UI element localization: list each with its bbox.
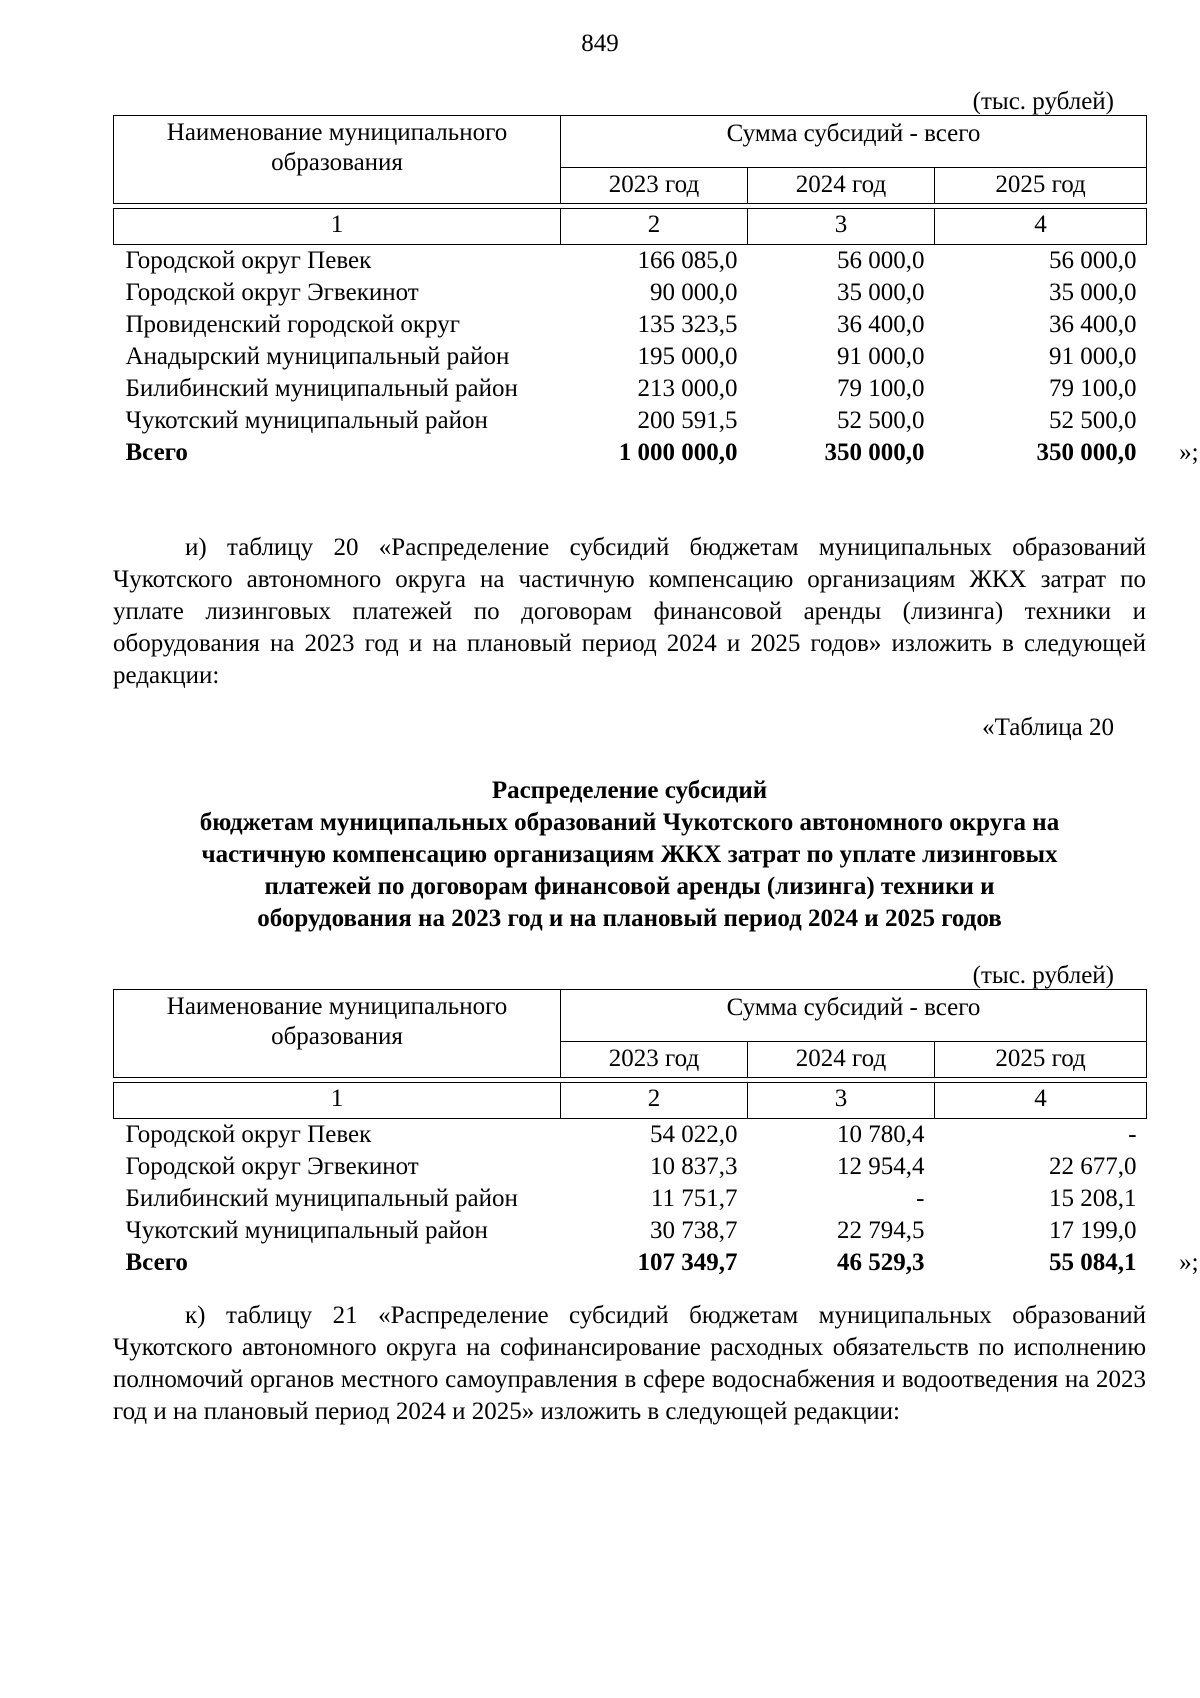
row-name: Чукотский муниципальный район xyxy=(125,407,488,434)
row-2024: 91 000,0 xyxy=(837,343,925,370)
page-number: 849 xyxy=(581,30,619,57)
paragraph-k-text: к) таблицу 21 «Распределение субсидий бюджетам муниципальных образований Чукотского автономного округа на софинансирование расходных обязательств по исполнению полномочий органов местного самоуправления в сфере водоснабжения и водоотведения на 2023 год и на плановый период 2024 и 2025» изложить в следующей редакции: xyxy=(113,1302,1146,1425)
row-name: Городской округ Певек xyxy=(125,247,372,274)
table2-colnum-2: 2 xyxy=(561,1083,748,1119)
row-2025: - xyxy=(1128,1121,1137,1148)
row-2024: 12 954,4 xyxy=(837,1153,925,1180)
table2-year-2024: 2024 год xyxy=(748,1042,935,1078)
total-row xyxy=(114,1247,1147,1279)
table1-colnum-3: 3 xyxy=(748,209,935,245)
total-2023: 107 349,7 xyxy=(637,1249,738,1276)
table1-column-numbers xyxy=(114,209,1147,245)
total-2023: 1 000 000,0 xyxy=(618,439,738,466)
row-2025: 17 199,0 xyxy=(1049,1217,1137,1244)
row-2023: 54 022,0 xyxy=(650,1121,738,1148)
title-line: платежей по договорам финансовой аренды (лизинга) техники и xyxy=(264,873,995,900)
row-2023: 90 000,0 xyxy=(650,279,738,306)
table-label: «Таблица 20 xyxy=(982,714,1114,741)
row-2024: 35 000,0 xyxy=(837,279,925,306)
table2-header-name: Наименование муниципального образования xyxy=(114,990,561,1078)
table1-colnum-4: 4 xyxy=(935,209,1147,245)
total-row xyxy=(114,437,1147,469)
table2-year-2023: 2023 год xyxy=(561,1042,748,1078)
title-line: Распределение субсидий xyxy=(491,777,768,804)
row-name: Билибинский муниципальный район xyxy=(125,375,518,402)
row-2023: 11 751,7 xyxy=(650,1185,738,1212)
row-name: Городской округ Эгвекинот xyxy=(125,279,419,306)
table1-header-row xyxy=(114,116,1147,168)
total-2024: 46 529,3 xyxy=(837,1249,925,1276)
row-2025: 15 208,1 xyxy=(1049,1185,1137,1212)
row-2025: 35 000,0 xyxy=(1049,279,1137,306)
table-row xyxy=(114,1183,1147,1215)
table1-colnum-1: 1 xyxy=(114,209,561,245)
total-2025-cell xyxy=(935,437,1199,469)
row-2023: 10 837,3 xyxy=(650,1153,738,1180)
row-name: Анадырский муниципальный район xyxy=(125,343,510,370)
table1 xyxy=(113,115,1199,469)
row-2023: 200 591,5 xyxy=(637,407,738,434)
table-row xyxy=(114,405,1147,437)
table2-header-row xyxy=(114,990,1147,1042)
table-row xyxy=(114,1151,1147,1183)
table2-colnum-4: 4 xyxy=(935,1083,1147,1119)
row-2024: 22 794,5 xyxy=(837,1217,925,1244)
table1-header-name: Наименование муниципального образования xyxy=(114,116,561,204)
paragraph-i-text: и) таблицу 20 «Распределение субсидий бюджетам муниципальных образований Чукотского автономного округа на частичную компенсацию организациям ЖКХ затрат по уплате лизинговых платежей по договорам финансовой аренды (лизинга) техники и оборудования на 2023 год и на плановый период 2024 и 2025 годов» изложить в следующей редакции: xyxy=(113,534,1146,689)
row-2025: 91 000,0 xyxy=(1049,343,1137,370)
row-2024: 52 500,0 xyxy=(837,407,925,434)
row-name: Билибинский муниципальный район xyxy=(125,1185,518,1212)
total-2024: 350 000,0 xyxy=(824,439,925,466)
row-2023: 213 000,0 xyxy=(637,375,738,402)
row-2023: 135 323,5 xyxy=(637,311,738,338)
row-2024: 79 100,0 xyxy=(837,375,925,402)
table-row xyxy=(114,245,1147,278)
table-row xyxy=(114,1119,1147,1152)
row-2025: 56 000,0 xyxy=(1049,247,1137,274)
table-title xyxy=(113,775,1146,935)
table2-colnum-3: 3 xyxy=(748,1083,935,1119)
row-2023: 166 085,0 xyxy=(637,247,738,274)
table2-colnum-1: 1 xyxy=(114,1083,561,1119)
table2 xyxy=(113,989,1199,1279)
row-2025: 79 100,0 xyxy=(1049,375,1137,402)
table-row xyxy=(114,373,1147,405)
row-name: Городской округ Эгвекинот xyxy=(125,1153,419,1180)
title-line: бюджетам муниципальных образований Чукотского автономного округа на xyxy=(199,809,1060,836)
total-label: Всего xyxy=(125,439,188,466)
table2-column-numbers xyxy=(114,1083,1147,1119)
table1-units: (тыс. рублей) xyxy=(972,88,1114,115)
table-row xyxy=(114,309,1147,341)
row-2024: - xyxy=(916,1185,925,1212)
title-line: частичную компенсацию организациям ЖКХ затрат по уплате лизинговых xyxy=(201,841,1058,868)
row-2023: 30 738,7 xyxy=(650,1217,738,1244)
row-2025: 22 677,0 xyxy=(1049,1153,1137,1180)
quote-end-mark: »; xyxy=(1179,439,1199,466)
table2-year-2025: 2025 год xyxy=(935,1042,1147,1078)
table1-colnum-2: 2 xyxy=(561,209,748,245)
table-row xyxy=(114,277,1147,309)
row-name: Городской округ Певек xyxy=(125,1121,372,1148)
row-name: Провиденский городской округ xyxy=(125,311,460,338)
total-label: Всего xyxy=(125,1249,188,1276)
row-2024: 10 780,4 xyxy=(837,1121,925,1148)
row-2023: 195 000,0 xyxy=(637,343,738,370)
table1-year-2025: 2025 год xyxy=(935,168,1147,204)
table1-header-sum: Сумма субсидий - всего xyxy=(561,116,1147,168)
title-line: оборудования на 2023 год и на плановый период 2024 и 2025 годов xyxy=(257,905,1002,932)
table1-year-2024: 2024 год xyxy=(748,168,935,204)
table2-header-sum: Сумма субсидий - всего xyxy=(561,990,1147,1042)
table2-units: (тыс. рублей) xyxy=(972,962,1114,989)
row-2024: 56 000,0 xyxy=(837,247,925,274)
row-name: Чукотский муниципальный район xyxy=(125,1217,488,1244)
quote-end-mark: »; xyxy=(1179,1249,1199,1276)
paragraph-k xyxy=(113,1300,1146,1428)
total-2025-cell xyxy=(935,1247,1199,1279)
total-2025: 55 084,1 xyxy=(1049,1249,1137,1276)
row-2025: 36 400,0 xyxy=(1049,311,1137,338)
table-row xyxy=(114,1215,1147,1247)
table1-year-2023: 2023 год xyxy=(561,168,748,204)
total-2025: 350 000,0 xyxy=(1036,439,1137,466)
table-row xyxy=(114,341,1147,373)
paragraph-i xyxy=(113,532,1146,692)
row-2024: 36 400,0 xyxy=(837,311,925,338)
row-2025: 52 500,0 xyxy=(1049,407,1137,434)
